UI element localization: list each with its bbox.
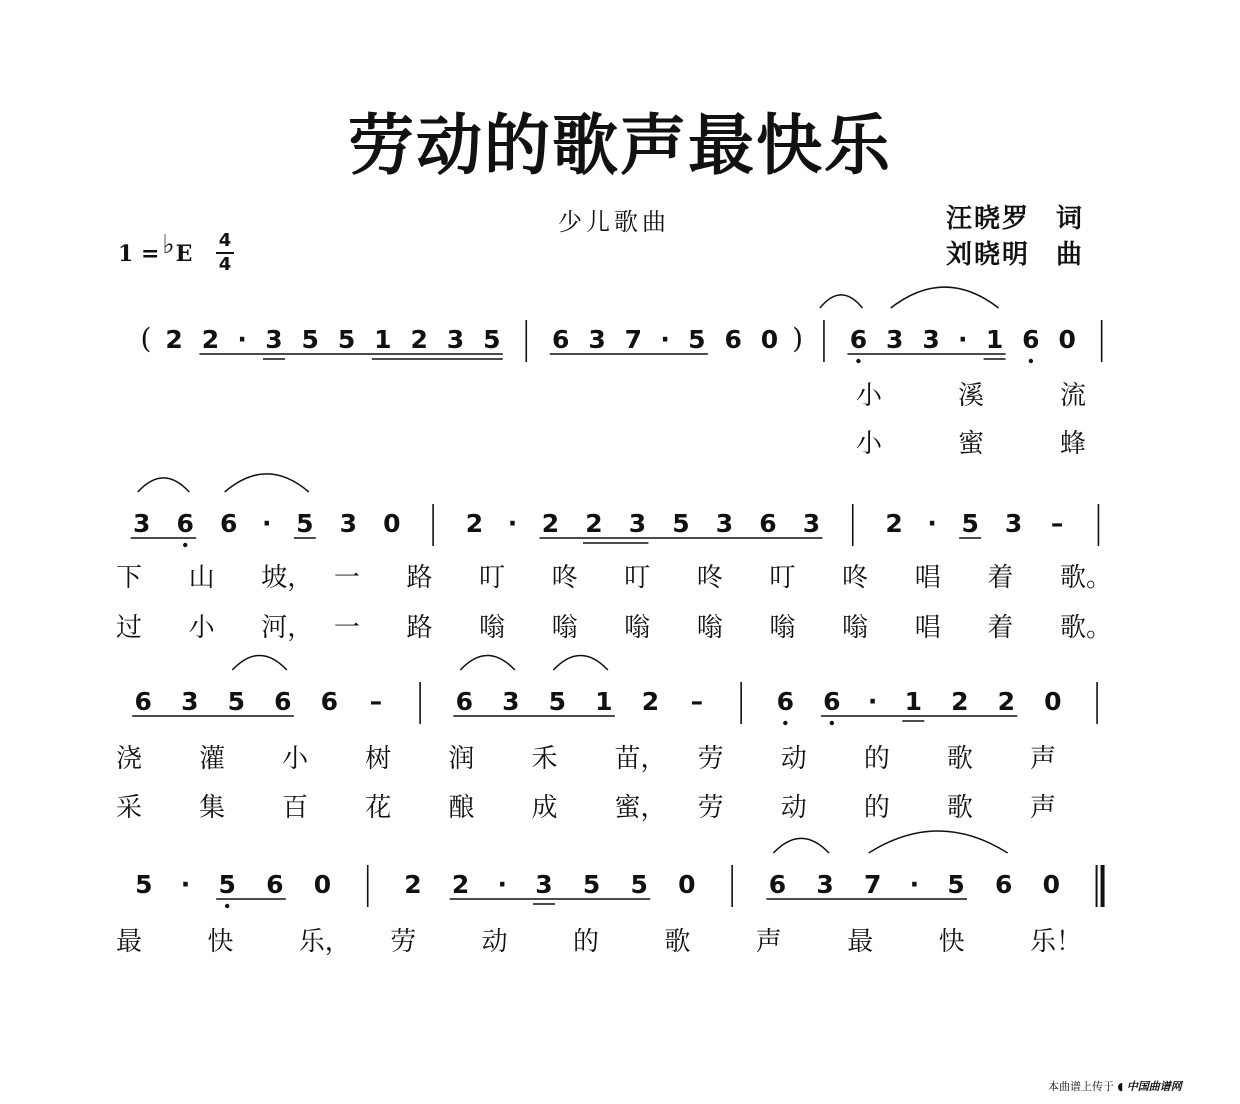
note-digit: 3: [922, 325, 940, 354]
lyric-syllable: 浇: [116, 744, 143, 774]
key-prefix: 1 =: [118, 241, 160, 267]
note-digit: 1: [374, 325, 392, 354]
lyric-syllable: 树: [365, 744, 392, 774]
note-digit: ·: [497, 870, 508, 899]
note-digit: 0: [313, 870, 332, 899]
lyric-syllable: 声: [755, 927, 782, 957]
lyric-syllable: 歌: [946, 793, 973, 823]
note-digit: 6: [994, 870, 1013, 899]
lyric-syllable: 着: [987, 613, 1014, 643]
lyric-syllable: 劳: [697, 793, 724, 823]
note-digit: 2: [951, 687, 969, 716]
note-digit: 2: [451, 870, 470, 899]
lyric-syllable: 下: [116, 563, 143, 593]
note-digit: 5: [672, 509, 690, 538]
slur-arc: [460, 655, 515, 670]
note-digit: 2: [201, 325, 220, 354]
lyric-syllable: 的: [863, 793, 890, 823]
note-digit: 7: [624, 325, 643, 354]
lyric-syllable: 咚: [551, 563, 578, 593]
note-digit: –: [369, 687, 383, 716]
note-digit: ·: [237, 325, 247, 354]
lyric-syllable: 嗡: [479, 613, 506, 643]
lyric-syllable: 路: [406, 563, 433, 593]
lyric-syllable: 叮: [624, 563, 651, 593]
lyric-syllable: 快: [207, 927, 234, 957]
footer-brand: 中国曲谱网: [1126, 1080, 1182, 1093]
lyric-syllable: 嗡: [769, 613, 796, 643]
octave-dot: [783, 721, 787, 725]
lyric-syllable: 花: [365, 793, 392, 823]
lyric-syllable: 一: [333, 613, 360, 643]
note-digit: 3: [265, 325, 283, 354]
slur-arc: [225, 474, 309, 492]
lyric-syllable: 快: [938, 927, 965, 957]
lyric-syllable: 的: [863, 744, 890, 774]
note-digit: 2: [997, 687, 1016, 716]
lyric-syllable: 河，: [261, 613, 314, 643]
note-digit: 5: [301, 325, 319, 354]
note-digit: 3: [1004, 509, 1023, 538]
lyric-syllable: 咚: [696, 563, 723, 593]
note-digit: 5: [135, 870, 153, 899]
lyric-syllable: 声: [1030, 744, 1057, 774]
note-digit: 3: [628, 509, 647, 538]
lyric-syllable: 小: [282, 744, 309, 774]
lyric-syllable: 劳: [390, 927, 417, 957]
note-digit: 0: [1042, 870, 1061, 899]
lyric-syllable: 的: [573, 927, 600, 957]
note-digit: 6: [776, 687, 795, 716]
lyricist-name: 汪晓罗: [946, 204, 1031, 234]
lyric-syllable: 成: [531, 793, 558, 823]
lyric-syllable: 小: [856, 429, 883, 459]
lyric-syllable: 百: [282, 793, 309, 823]
lyric-syllable: 酿: [448, 793, 475, 823]
slur-arc: [138, 478, 189, 492]
lyric-syllable: 咚: [842, 563, 869, 593]
note-digit: 6: [849, 325, 868, 354]
song-genre: 少儿歌曲: [558, 208, 670, 236]
note-digit: 5: [630, 870, 648, 899]
meter-top: 4: [218, 230, 232, 251]
lyric-syllable: 小: [856, 381, 883, 411]
lyric-syllable: 路: [406, 613, 433, 643]
footer-text: 本曲谱上传于: [1048, 1080, 1114, 1093]
note-digit: 6: [768, 870, 787, 899]
slur-arc: [553, 655, 608, 670]
note-digit: 0: [760, 325, 779, 354]
lyric-syllable: 采: [116, 793, 143, 823]
note-digit: 3: [502, 687, 520, 716]
note-digit: 5: [582, 870, 601, 899]
note-digit: 5: [688, 325, 706, 354]
lyric-syllable: 苗，: [614, 744, 667, 774]
lyric-syllable: 嗡: [696, 613, 723, 643]
source-footer: [1048, 1078, 1182, 1094]
note-digit: 2: [465, 509, 484, 538]
note-digit: –: [690, 687, 704, 716]
note-digit: 5: [961, 509, 979, 538]
lyric-syllable: 最: [847, 927, 874, 957]
note-digit: 3: [339, 509, 358, 538]
slur-arc: [820, 295, 862, 308]
lyric-syllable: 蜂: [1060, 429, 1087, 459]
note-digit: 5: [337, 325, 356, 354]
lyric-syllable: 嗡: [624, 613, 651, 643]
lyric-syllable: 最: [116, 927, 143, 957]
note-digit: 3: [886, 325, 904, 354]
bracket: ): [792, 322, 804, 355]
slur-arc: [891, 287, 999, 308]
note-digit: 1: [595, 687, 613, 716]
note-digit: 5: [227, 687, 246, 716]
note-digit: 5: [548, 687, 567, 716]
lyric-syllable: 唱: [914, 613, 941, 643]
note-digit: 7: [863, 870, 882, 899]
octave-dot: [856, 359, 860, 363]
lyric-syllable: 叮: [479, 563, 506, 593]
slur-arc: [232, 655, 287, 670]
lyric-syllable: 乐，: [298, 927, 351, 957]
note-digit: ·: [909, 870, 920, 899]
note-digit: 0: [383, 509, 401, 538]
note-digit: 0: [1044, 687, 1062, 716]
note-digit: 3: [535, 870, 553, 899]
note-digit: 2: [885, 509, 903, 538]
lyric-syllable: 禾: [531, 744, 558, 774]
lyric-syllable: 坡，: [261, 563, 314, 593]
note-digit: ·: [262, 509, 272, 538]
song-title: 劳动的歌声最快乐: [348, 107, 892, 184]
note-digit: ·: [958, 325, 968, 354]
note-digit: 2: [410, 325, 428, 354]
octave-dot: [225, 904, 229, 908]
lyric-syllable: 歌。: [1060, 613, 1113, 643]
lyric-syllable: 动: [780, 793, 807, 823]
note-digit: 3: [816, 870, 834, 899]
note-digit: 0: [678, 870, 696, 899]
note-digit: 1: [985, 325, 1004, 354]
lyric-syllable: 一: [333, 563, 360, 593]
note-digit: ·: [927, 509, 937, 538]
note-digit: 1: [904, 687, 922, 716]
note-digit: ·: [867, 687, 878, 716]
note-digit: 6: [266, 870, 284, 899]
slur-arc: [869, 831, 1008, 853]
lyric-syllable: 小: [188, 613, 215, 643]
note-digit: –: [1050, 509, 1064, 538]
note-digit: 6: [320, 687, 339, 716]
lyric-syllable: 动: [780, 744, 807, 774]
key-note: E: [175, 241, 193, 267]
lyric-syllable: 蜜: [958, 429, 985, 459]
note-digit: ·: [660, 325, 670, 354]
note-digit: 3: [588, 325, 606, 354]
note-digit: 5: [947, 870, 965, 899]
note-digit: 6: [823, 687, 841, 716]
slur-arc: [773, 838, 829, 853]
bracket: (: [140, 322, 152, 355]
meter-bottom: 4: [218, 254, 232, 275]
lyric-syllable: 歌: [664, 927, 691, 957]
note-digit: 2: [165, 325, 183, 354]
note-digit: 6: [552, 325, 570, 354]
note-digit: 5: [218, 870, 236, 899]
site-logo-icon: ◖: [1117, 1080, 1124, 1093]
lyric-syllable: 唱: [914, 563, 941, 593]
lyric-syllable: 动: [481, 927, 508, 957]
note-digit: 5: [296, 509, 314, 538]
lyric-syllable: 乐！: [1030, 927, 1083, 957]
note-digit: 3: [715, 509, 734, 538]
note-digit: ·: [180, 870, 191, 899]
note-digit: 6: [759, 509, 777, 538]
lyric-syllable: 蜜，: [614, 793, 667, 823]
lyric-syllable: 嗡: [842, 613, 869, 643]
note-digit: 2: [541, 509, 560, 538]
octave-dot: [830, 721, 834, 725]
lyric-syllable: 山: [188, 563, 215, 593]
flat-icon: ♭: [162, 230, 175, 260]
note-digit: ·: [507, 509, 518, 538]
note-digit: 6: [176, 509, 194, 538]
note-digit: 3: [133, 509, 151, 538]
note-digit: 6: [724, 325, 742, 354]
lyric-syllable: 润: [448, 744, 475, 774]
lyricist-role: 词: [1056, 204, 1085, 234]
note-digit: 2: [585, 509, 603, 538]
note-digit: 5: [483, 325, 501, 354]
note-digit: 3: [802, 509, 821, 538]
note-digit: 6: [134, 687, 152, 716]
lyric-syllable: 流: [1060, 381, 1087, 411]
lyric-syllable: 着: [987, 563, 1014, 593]
lyric-syllable: 歌: [946, 744, 973, 774]
note-digit: 3: [446, 325, 465, 354]
lyric-syllable: 歌。: [1060, 563, 1113, 593]
note-digit: 6: [220, 509, 238, 538]
lyric-syllable: 声: [1030, 793, 1057, 823]
octave-dot: [183, 543, 187, 547]
lyric-syllable: 叮: [769, 563, 796, 593]
composer-role: 曲: [1056, 240, 1085, 270]
note-digit: 6: [274, 687, 292, 716]
note-digit: 6: [1022, 325, 1040, 354]
lyric-syllable: 嗡: [551, 613, 578, 643]
lyric-syllable: 劳: [697, 744, 724, 774]
lyric-syllable: 溪: [958, 381, 985, 411]
composer-name: 刘晓明: [946, 240, 1031, 270]
lyric-syllable: 集: [199, 793, 226, 823]
lyric-syllable: 灌: [199, 744, 226, 774]
note-digit: 2: [404, 870, 422, 899]
note-digit: 3: [181, 687, 199, 716]
octave-dot: [1029, 359, 1033, 363]
note-digit: 0: [1058, 325, 1076, 354]
note-digit: 2: [641, 687, 660, 716]
note-digit: 6: [455, 687, 474, 716]
lyric-syllable: 过: [116, 613, 143, 643]
